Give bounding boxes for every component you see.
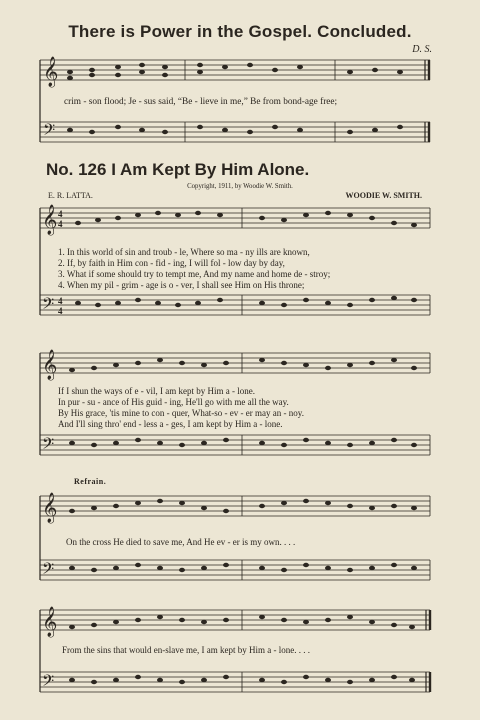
time-signature-top: 4 — [58, 209, 63, 219]
refrain-line-1: On the cross He died to save me, And He ev - er is my own. . . . — [66, 537, 296, 547]
composer-credit: WOODIE W. SMITH. — [345, 191, 422, 200]
verse-1-line-a: 1. In this world of sin and troub - le, Where so ma - ny ills are known, — [58, 247, 310, 257]
svg-text:𝄞: 𝄞 — [42, 493, 58, 523]
previous-hymn-lyric: crim - son flood; Je - sus said, “Be - lieve in me,” Be from bond-age free; — [64, 97, 338, 107]
svg-text:𝄞: 𝄞 — [43, 57, 59, 87]
refrain-system-2 — [0, 602, 480, 720]
svg-text:𝄢: 𝄢 — [42, 560, 55, 582]
verse-3-line-a: 3. What if some should try to tempt me, And my name and home de - stroy; — [58, 269, 331, 279]
verse-2-line-b: In pur - su - ance of His guid - ing, He'll go with me all the way. — [58, 397, 289, 407]
verse-4-line-b: And I'll sing thro' end - less a - ges, I am kept by Him a - lone. — [58, 419, 283, 429]
svg-text:4: 4 — [58, 219, 63, 229]
svg-text:𝄢: 𝄢 — [42, 435, 55, 457]
verse-2-line-a: 2. If, by faith in Him con - fid - ing, I will fol - low day by day, — [58, 258, 285, 268]
previous-hymn-music-system — [0, 52, 480, 162]
svg-text:4: 4 — [58, 306, 63, 316]
svg-text:4: 4 — [58, 296, 63, 306]
svg-text:𝄞: 𝄞 — [42, 205, 58, 235]
svg-text:𝄢: 𝄢 — [43, 121, 56, 143]
hymn-title: No. 126 I Am Kept By Him Alone. — [46, 160, 310, 179]
previous-hymn-title: There is Power in the Gospel. Concluded. — [68, 22, 412, 41]
refrain-line-2: From the sins that would en-slave me, I am kept by Him a - lone. . . . — [62, 645, 310, 655]
verse-1-line-b: If I shun the ways of e - vil, I am kept by Him a - lone. — [58, 386, 255, 396]
verse-3-line-b: By His grace, 'tis mine to con - quer, What-so - ev - er may an - noy. — [58, 408, 304, 418]
lyricist-credit: E. R. LATTA. — [48, 191, 93, 200]
copyright-notice: Copyright, 1911, by Woodie W. Smith. — [187, 183, 293, 190]
ds-mark: D. S. — [412, 44, 432, 55]
svg-text:𝄞: 𝄞 — [42, 607, 58, 637]
refrain-label: Refrain. — [74, 477, 107, 486]
svg-text:𝄞: 𝄞 — [42, 350, 58, 380]
verse-4-line-a: 4. When my pil - grim - age is o - ver, I shall see Him on His throne; — [58, 280, 305, 290]
svg-text:𝄢: 𝄢 — [42, 295, 55, 317]
svg-text:𝄢: 𝄢 — [42, 672, 55, 694]
